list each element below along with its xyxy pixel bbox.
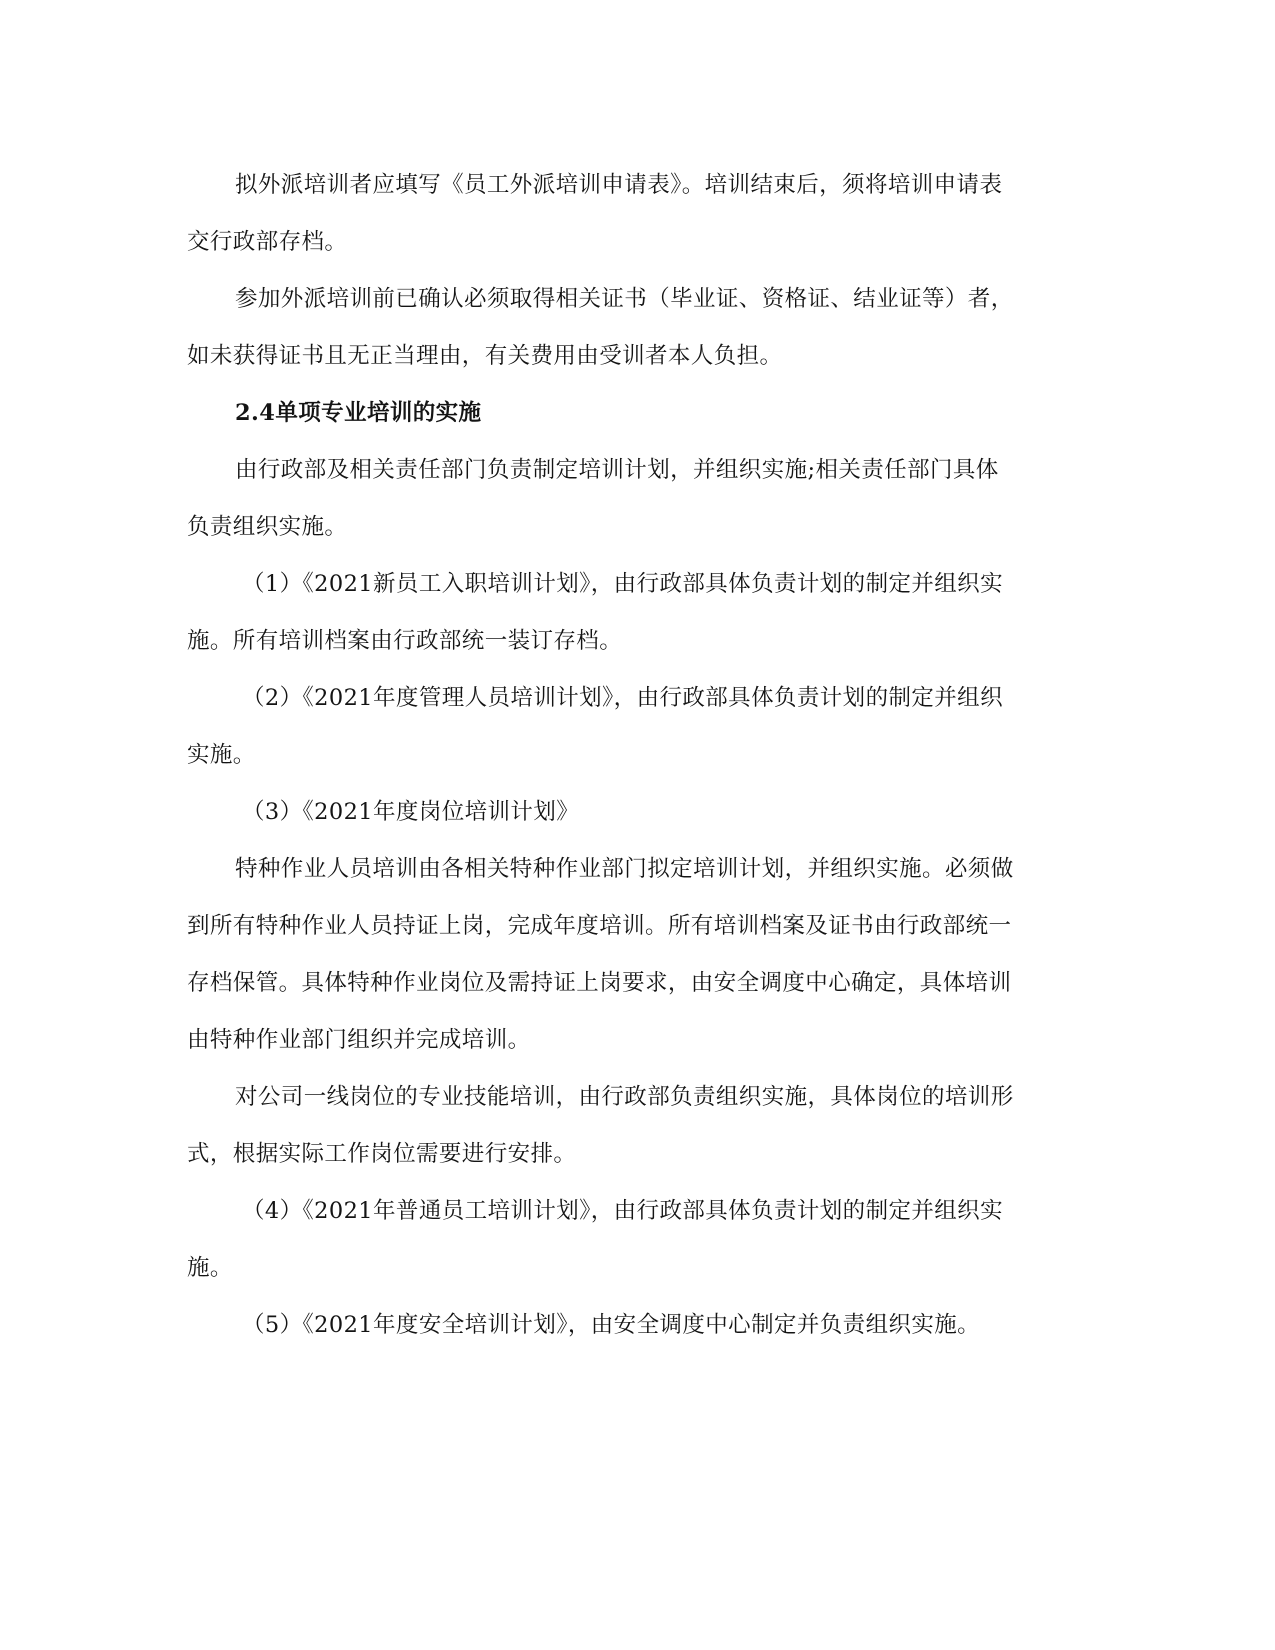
list-item: （5）《2021年度安全培训计划》，由安全调度中心制定并负责组织实施。 (242, 1312, 981, 1338)
paragraph-line: 施。 (187, 1255, 233, 1281)
paragraph-line: 对公司一线岗位的专业技能培训，由行政部负责组织实施，具体岗位的培训形 (235, 1084, 1014, 1110)
list-item: （2）《2021年度管理人员培训计划》，由行政部具体负责计划的制定并组织 (242, 685, 1003, 711)
paragraph-line: 存档保管。具体特种作业岗位及需持证上岗要求，由安全调度中心确定，具体培训 (187, 970, 1012, 996)
section-heading: 2.4单项专业培训的实施 (235, 400, 482, 426)
paragraph-line: 由行政部及相关责任部门负责制定培训计划，并组织实施;相关责任部门具体 (235, 457, 999, 483)
list-item: （3）《2021年度岗位培训计划》 (242, 799, 580, 825)
paragraph-line: 特种作业人员培训由各相关特种作业部门拟定培训计划，并组织实施。必须做 (235, 856, 1014, 882)
paragraph-line: 交行政部存档。 (187, 229, 348, 255)
paragraph-line: 实施。 (187, 742, 256, 768)
list-item: （4）《2021年普通员工培训计划》，由行政部具体负责计划的制定并组织实 (242, 1198, 1003, 1224)
paragraph-line: 由特种作业部门组织并完成培训。 (187, 1027, 531, 1053)
paragraph-line: 参加外派培训前已确认必须取得相关证书（毕业证、资格证、结业证等）者， (235, 286, 1014, 312)
paragraph-line: 如未获得证书且无正当理由，有关费用由受训者本人负担。 (187, 343, 783, 369)
paragraph-line: 式，根据实际工作岗位需要进行安排。 (187, 1141, 577, 1167)
paragraph-line: 施。所有培训档案由行政部统一装订存档。 (187, 628, 623, 654)
list-item: （1）《2021新员工入职培训计划》，由行政部具体负责计划的制定并组织实 (242, 571, 1003, 597)
paragraph-line: 到所有特种作业人员持证上岗，完成年度培训。所有培训档案及证书由行政部统一 (187, 913, 1012, 939)
paragraph-line: 拟外派培训者应填写《员工外派培训申请表》。培训结束后，须将培训申请表 (235, 172, 1003, 198)
paragraph-line: 负责组织实施。 (187, 514, 348, 540)
